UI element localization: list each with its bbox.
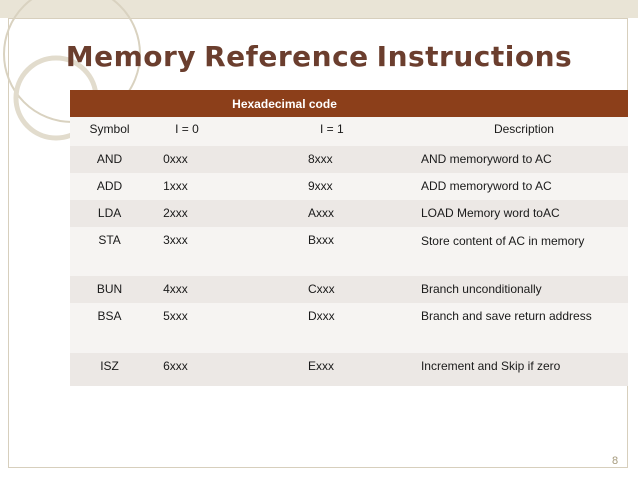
instruction-table [70,90,628,386]
table-group-header [70,90,628,117]
col-header-i1: I = 1 [319,122,344,136]
cell-description: Branch and save return address [420,309,592,323]
cell-i0: 0xxx [163,152,188,166]
cell-symbol: ADD [96,179,123,193]
cell-description: Increment and Skip if zero [420,359,561,373]
title-word-1: Memory [65,40,197,73]
title-word-3: Instructions [376,40,573,73]
table-row [70,146,628,173]
cell-i0: 6xxx [163,359,188,373]
cell-i1: 8xxx [307,152,333,166]
cell-i1: Exxx [307,359,334,373]
cell-description: Store content of AC in memory [420,234,585,248]
page-title [0,40,638,73]
table-row [70,200,628,227]
cell-symbol: AND [96,152,123,166]
column-header-row [70,117,628,146]
cell-i0: 1xxx [163,179,188,193]
table-row [70,173,628,200]
cell-symbol: ISZ [100,359,119,373]
cell-symbol: BUN [96,282,123,296]
cell-i1: 9xxx [307,179,333,193]
table-row [70,227,628,276]
title-word-2: Reference [204,40,369,73]
page-number: 8 [612,455,619,467]
col-header-i0: I = 0 [175,122,199,136]
cell-i0: 5xxx [163,309,188,323]
cell-symbol: STA [98,233,121,247]
cell-i1: Bxxx [307,233,334,247]
col-header-symbol: Symbol [89,122,130,136]
cell-description: ADD memoryword to AC [420,179,552,193]
cell-symbol: BSA [97,309,122,323]
cell-description: LOAD Memory word toAC [420,206,560,220]
cell-symbol: LDA [97,206,122,220]
cell-i0: 3xxx [163,233,188,247]
cell-description: AND memoryword to AC [420,152,552,166]
cell-i1: Cxxx [307,282,335,296]
cell-i1: Dxxx [307,309,335,323]
table-row [70,303,628,353]
table-row [70,276,628,303]
cell-i0: 4xxx [163,282,188,296]
hexadecimal-code-header: Hexadecimal code [232,96,337,111]
cell-i1: Axxx [307,206,334,220]
cell-description: Branch unconditionally [420,282,542,296]
col-header-description: Description [493,122,554,136]
cell-i0: 2xxx [163,206,188,220]
table-row [70,353,628,386]
